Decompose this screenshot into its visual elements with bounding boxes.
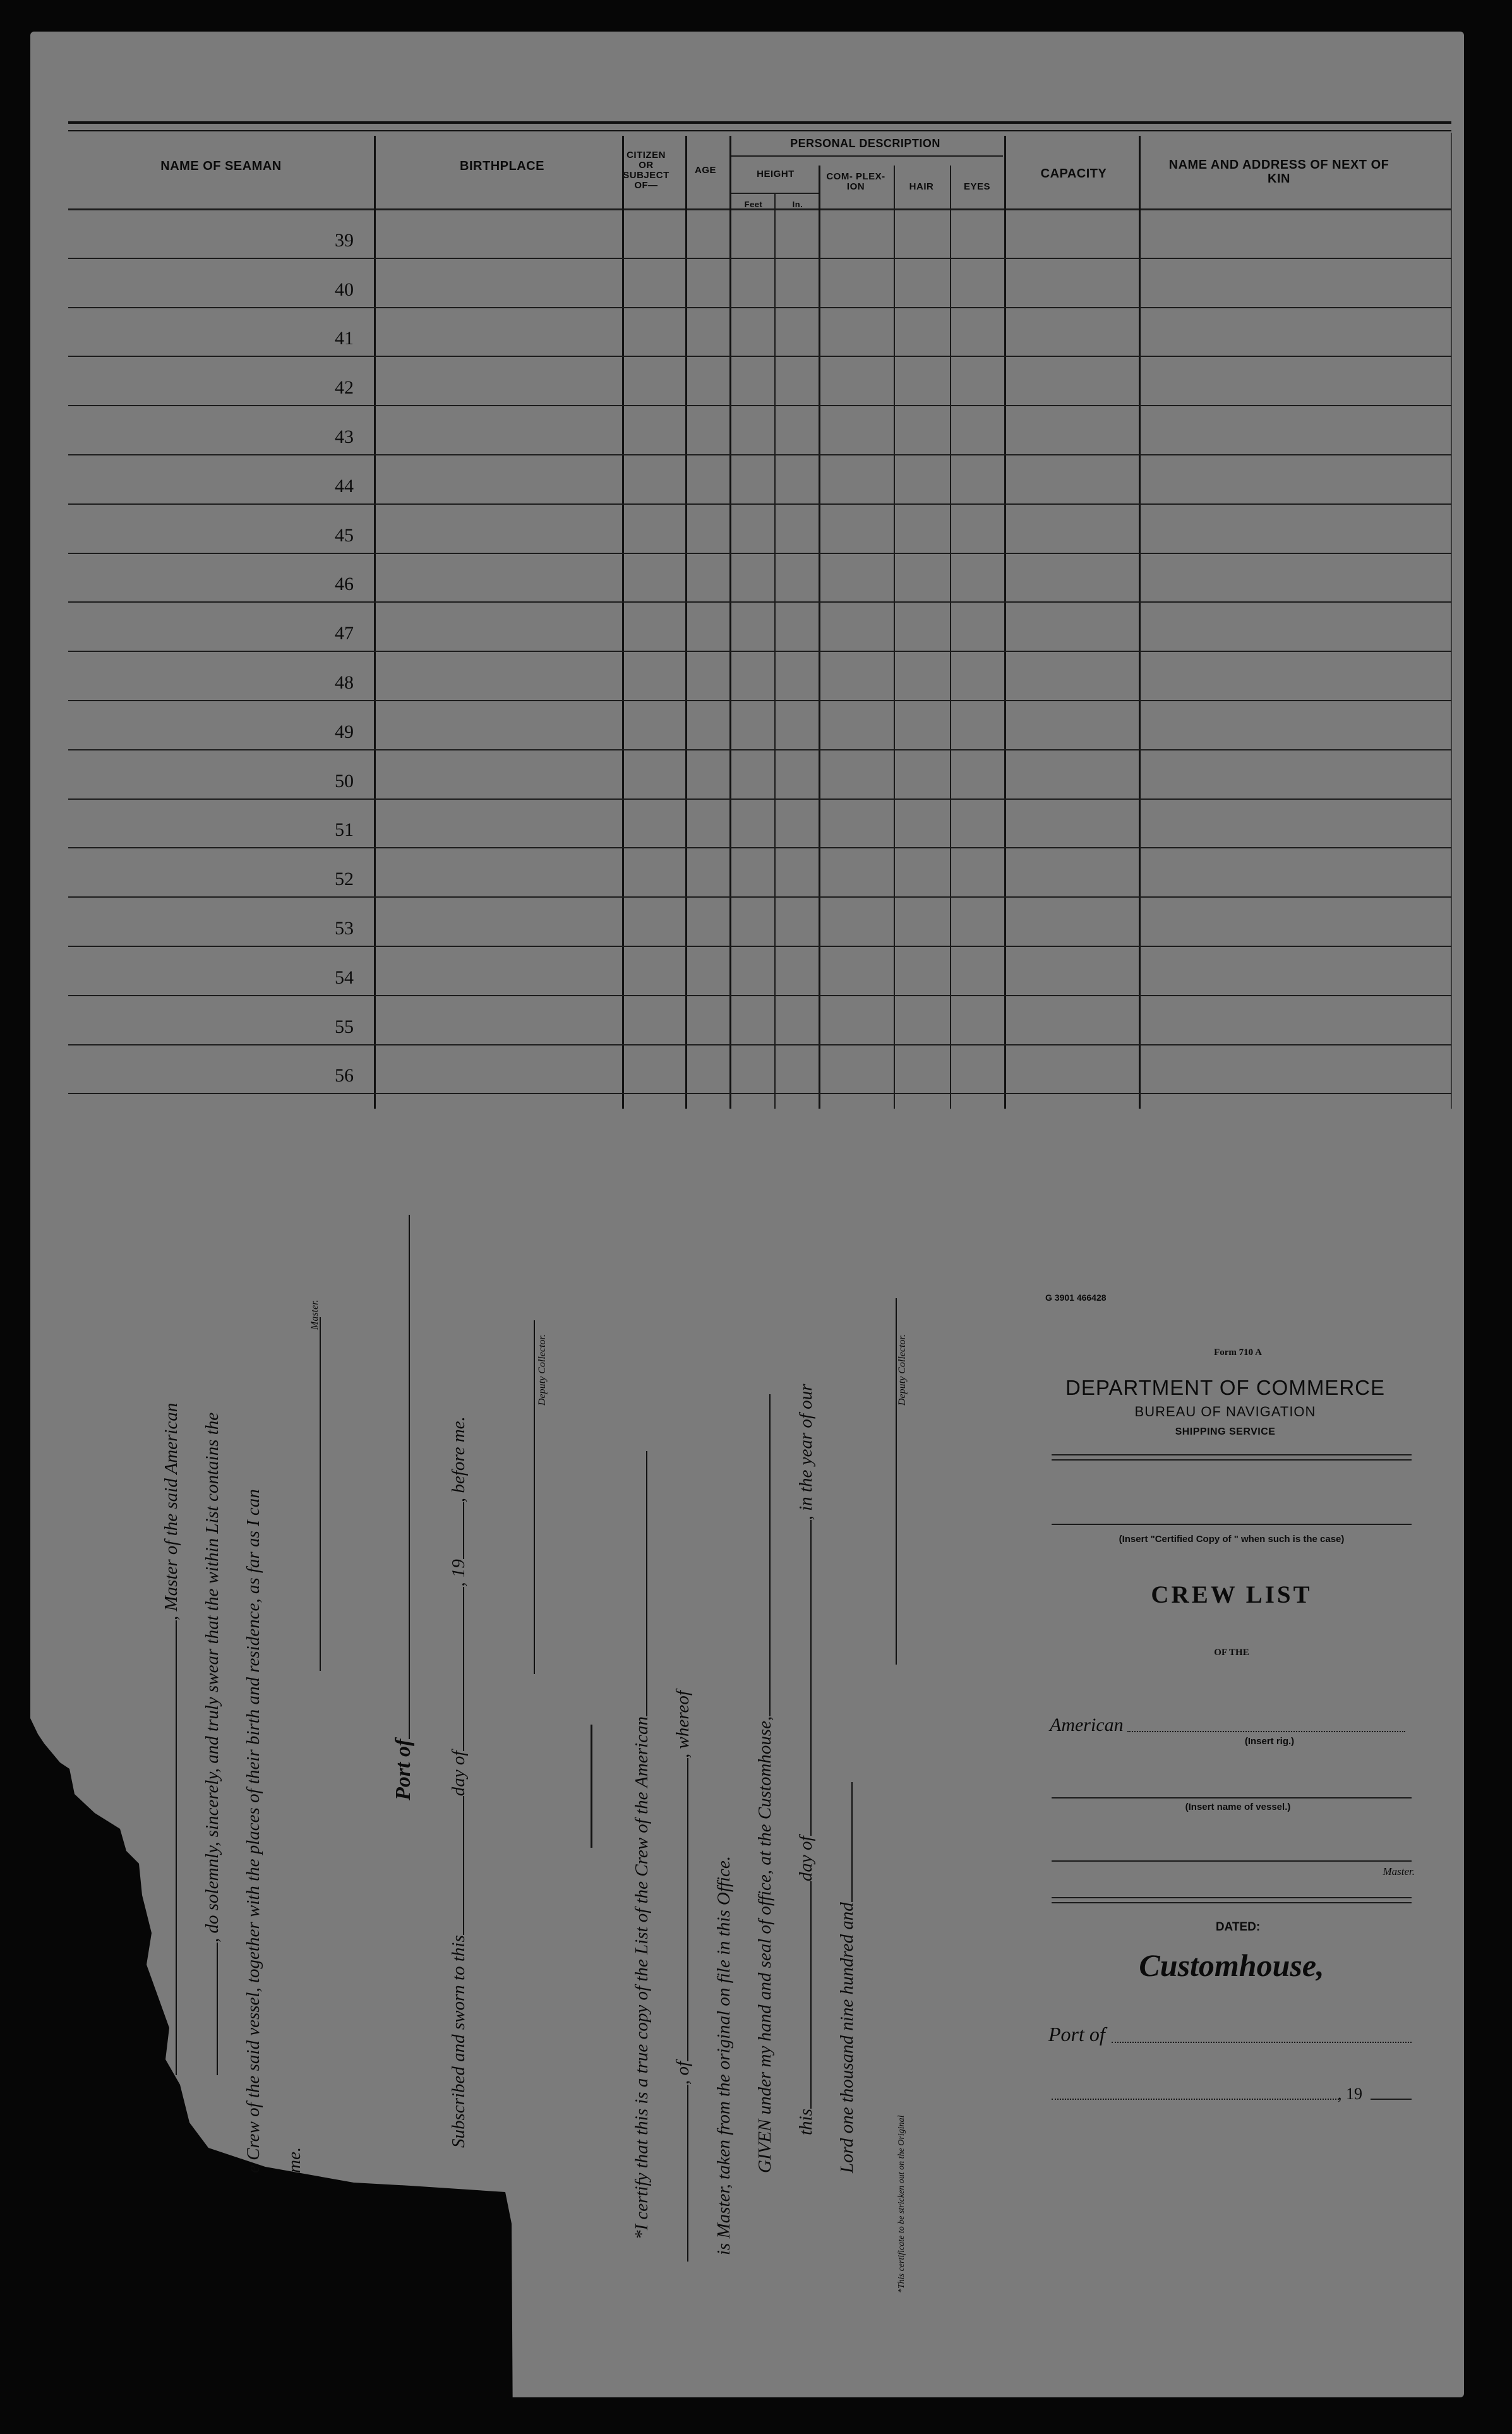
table-row xyxy=(68,503,1451,505)
cert-line-of xyxy=(673,1690,693,2262)
col-line-right xyxy=(1451,133,1452,1109)
back-master: Master. xyxy=(1383,1865,1415,1877)
header-birthplace: BIRTHPLACE xyxy=(460,159,544,173)
personal-description-rule xyxy=(731,155,1003,157)
table-row xyxy=(68,700,1451,701)
cert-line-lord xyxy=(837,1782,858,2173)
back-american-line xyxy=(1127,1731,1405,1732)
oath-line-3 xyxy=(243,1489,264,2173)
row-number: 39 xyxy=(335,230,354,251)
header-next-of-kin: NAME AND ADDRESS OF NEXT OF KIN xyxy=(1168,158,1389,186)
oath-separator xyxy=(591,1725,592,1848)
col-line-10 xyxy=(1139,136,1141,1109)
row-number: 44 xyxy=(335,476,354,497)
oath-before-me-text: , before me. xyxy=(448,1416,469,1503)
table-row xyxy=(68,454,1451,455)
back-double-rule-1 xyxy=(1052,1454,1412,1461)
col-line-3 xyxy=(685,136,687,1109)
row-number: 52 xyxy=(335,869,354,889)
cert-line-1-text: *I certify that this is a true copy of the List of the Crew of the American xyxy=(632,1716,652,2239)
row-number: 55 xyxy=(335,1016,354,1037)
oath-line-3-text: e Crew of the said vessel, together with the places of their birth and residence, as far as I can xyxy=(243,1489,263,2173)
top-rule xyxy=(68,121,1451,124)
table-row xyxy=(68,307,1451,308)
back-insert-rig: (Insert rig.) xyxy=(1244,1736,1295,1747)
cert-line-this xyxy=(796,1384,817,2135)
back-bureau: BUREAU OF NAVIGATION xyxy=(1134,1404,1316,1419)
back-customhouse: Customhouse, xyxy=(1139,1948,1324,1983)
table-row xyxy=(68,356,1451,357)
back-crew-list: CREW LIST xyxy=(1151,1581,1312,1608)
table-row xyxy=(68,651,1451,652)
col-line-4 xyxy=(729,136,731,1109)
row-number: 56 xyxy=(335,1065,354,1086)
back-service: SHIPPING SERVICE xyxy=(1175,1426,1276,1437)
cert-line-2 xyxy=(714,1856,735,2255)
row-number: 42 xyxy=(335,377,354,398)
top-rule-2 xyxy=(68,130,1451,131)
table-row xyxy=(68,896,1451,898)
col-line-9 xyxy=(1004,136,1006,1109)
row-number: 54 xyxy=(335,967,354,988)
oath-port-of-text: Port of xyxy=(392,1738,415,1800)
back-dated: DATED: xyxy=(1215,1920,1261,1934)
cert-line-2-text: is Master, taken from the original on file in this Office. xyxy=(714,1855,734,2255)
oath-line-1-text: , Master of the said American xyxy=(161,1402,181,1620)
height-rule xyxy=(731,193,820,194)
back-nineteen: , 19 xyxy=(1338,2085,1362,2103)
table-row xyxy=(68,798,1451,800)
cert-line-3-text: GIVEN under my hand and seal of office, at the Customhouse, xyxy=(755,1716,775,2173)
row-number: 47 xyxy=(335,623,354,644)
oath-line-4 xyxy=(284,2147,305,2173)
row-number: 48 xyxy=(335,672,354,693)
back-vessel-line xyxy=(1052,1797,1412,1798)
row-number: 46 xyxy=(335,574,354,594)
header-personal-description: PERSONAL DESCRIPTION xyxy=(790,137,940,150)
back-form: Form 710 A xyxy=(1214,1347,1262,1358)
back-date-line xyxy=(1052,2099,1339,2100)
table-row xyxy=(68,995,1451,996)
oath-master-label: Master. xyxy=(309,1299,320,1330)
cert-year-text: , in the year of our xyxy=(796,1383,816,1521)
oath-subscribed xyxy=(448,1416,469,2148)
table-row xyxy=(68,258,1451,259)
cert-day-of-text: day of xyxy=(796,1836,816,1882)
table-row xyxy=(68,553,1451,554)
oath-line-2 xyxy=(202,1413,223,2075)
table-row xyxy=(68,946,1451,947)
back-double-rule-2 xyxy=(1052,1897,1412,1903)
back-code: G 3901 466428 xyxy=(1045,1292,1107,1303)
oath-subscribed-text: Subscribed and sworn to this xyxy=(448,1935,469,2148)
header-name-of-seaman: NAME OF SEAMAN xyxy=(160,159,282,173)
header-inches: In. xyxy=(792,200,803,209)
back-department: DEPARTMENT OF COMMERCE xyxy=(1065,1376,1386,1399)
header-bottom-rule xyxy=(68,208,1451,210)
oath-master-line xyxy=(305,1317,326,1671)
back-insert-cert: (Insert "Certified Copy of " when such is the case) xyxy=(1119,1534,1345,1545)
oath-line-1 xyxy=(161,1403,182,2075)
table-row xyxy=(68,847,1451,848)
cert-lord-text: Lord one thousand nine hundred and xyxy=(837,1902,857,2173)
cert-whereof-text: , whereof xyxy=(673,1690,693,1758)
row-number: 41 xyxy=(335,328,354,349)
table-row xyxy=(68,1093,1451,1094)
header-eyes: EYES xyxy=(963,181,991,192)
back-american: American xyxy=(1050,1714,1124,1735)
row-number: 51 xyxy=(335,819,354,840)
header-height: HEIGHT xyxy=(757,169,795,179)
back-port-line xyxy=(1112,2042,1412,2043)
back-port-of: Port of xyxy=(1048,2023,1105,2045)
header-hair: HAIR xyxy=(909,181,934,192)
header-complexion: COM- PLEX- ION xyxy=(826,171,885,192)
oath-nineteen-text: , 19 xyxy=(448,1559,469,1587)
oath-deputy-label: Deputy Collector. xyxy=(537,1334,548,1406)
col-line-2 xyxy=(622,136,624,1109)
header-feet: Feet xyxy=(744,200,763,209)
col-line-1 xyxy=(374,136,376,1109)
table-row xyxy=(68,1044,1451,1045)
oath-day-of-text: day of xyxy=(448,1750,469,1797)
row-number: 49 xyxy=(335,721,354,742)
back-insert-name: (Insert name of vessel.) xyxy=(1185,1802,1291,1812)
row-number: 53 xyxy=(335,918,354,939)
table-row xyxy=(68,405,1451,406)
back-master-line-1 xyxy=(1052,1860,1412,1862)
table-row xyxy=(68,749,1451,750)
row-number: 40 xyxy=(335,279,354,300)
oath-line-4-text: me. xyxy=(284,2147,304,2173)
row-number: 43 xyxy=(335,426,354,447)
cert-of-text: , of xyxy=(673,2061,693,2085)
row-number: 45 xyxy=(335,525,354,546)
header-citizen: CITIZEN OR SUBJECT OF— xyxy=(623,150,669,191)
cert-this-text: this xyxy=(796,2109,816,2135)
oath-line-2-text: , do solemnly, sincerely, and truly swear that the within List contains the xyxy=(202,1412,222,1943)
back-year-line xyxy=(1371,2099,1412,2100)
header-age: AGE xyxy=(694,165,716,176)
back-of-the: OF THE xyxy=(1214,1648,1249,1658)
table-row xyxy=(68,601,1451,603)
cert-footnote: *This certificate to be stricken out on the Original xyxy=(897,2115,906,2293)
cert-deputy-label: Deputy Collector. xyxy=(897,1334,908,1406)
cert-line-1 xyxy=(632,1451,652,2239)
oath-port-of xyxy=(392,1215,416,1800)
cert-line-3 xyxy=(755,1394,776,2173)
row-number: 50 xyxy=(335,771,354,792)
back-cert-line xyxy=(1052,1524,1412,1525)
header-capacity: CAPACITY xyxy=(1040,167,1107,181)
